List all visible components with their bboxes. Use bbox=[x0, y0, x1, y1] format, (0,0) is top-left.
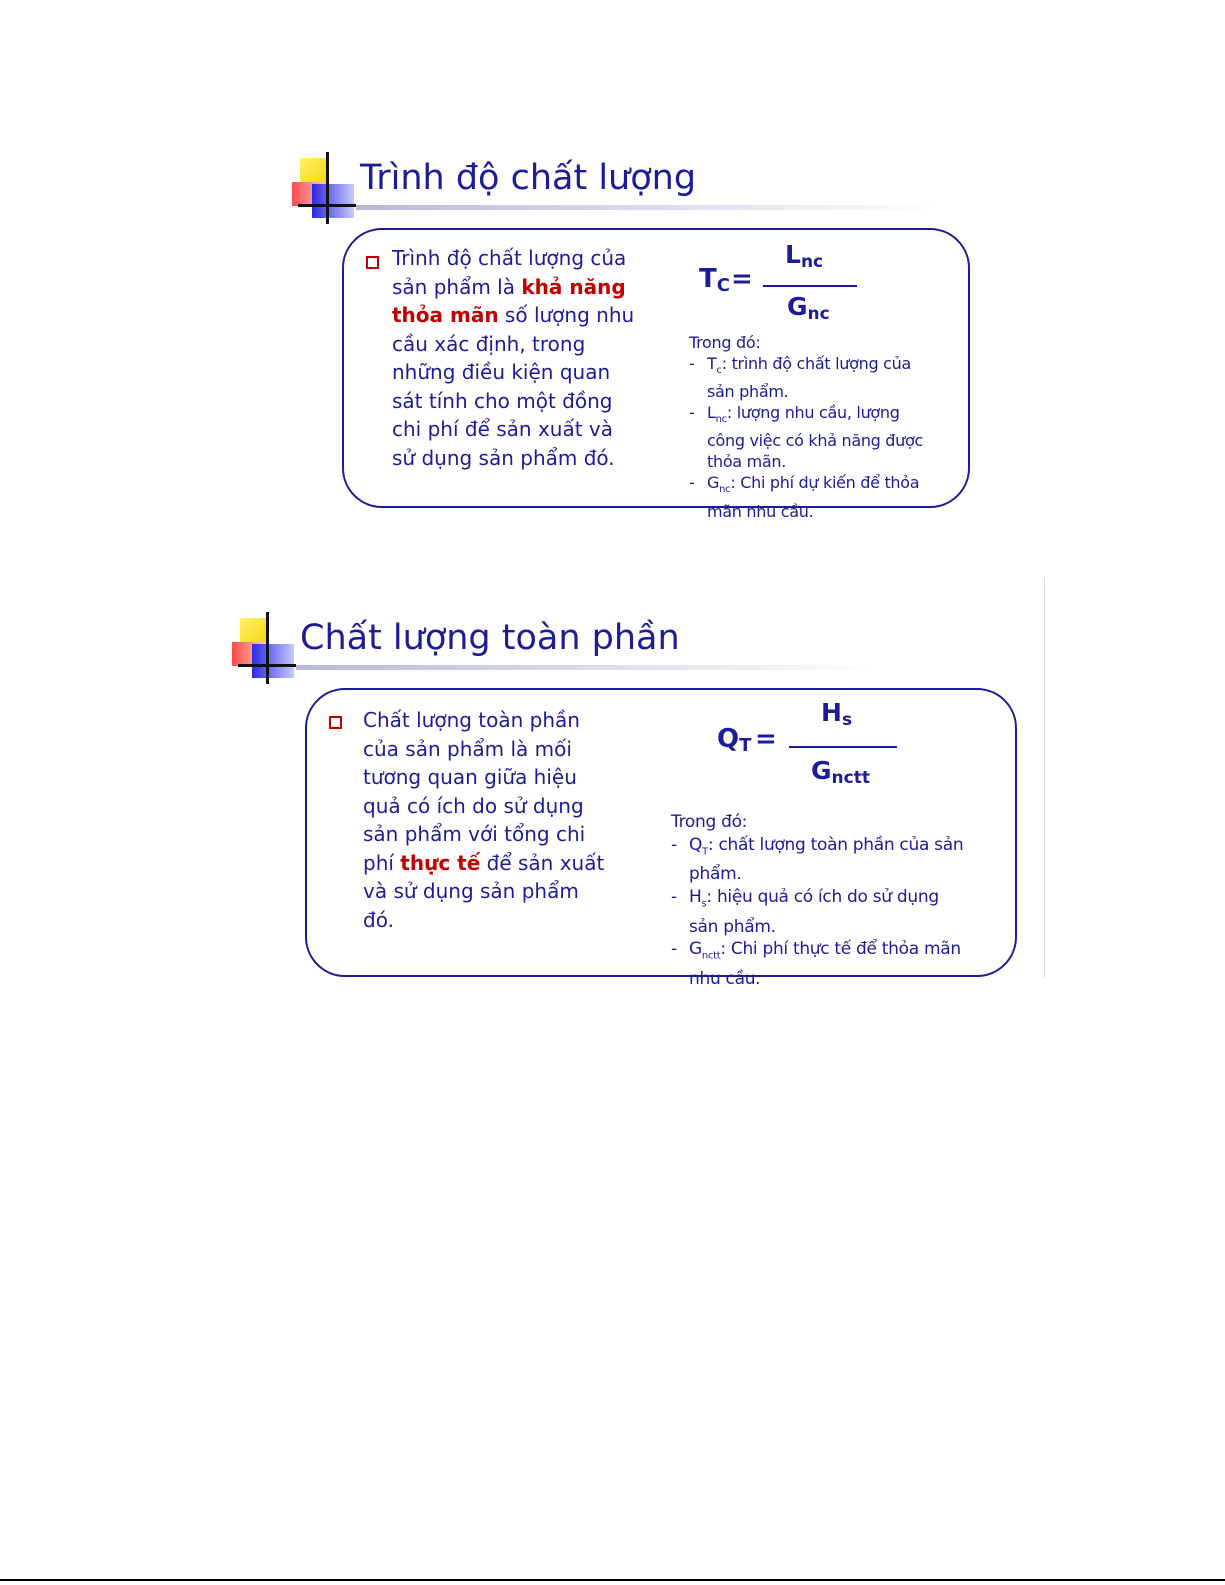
slide-title: Trình độ chất lượng bbox=[360, 158, 697, 198]
highlight-text: thực tế bbox=[400, 850, 481, 875]
note-item: - $G_{nc}$: Chi phí dự kiến để thỏa mãn nhu cầu. bbox=[689, 473, 920, 521]
title-underline bbox=[356, 205, 936, 210]
title-underline bbox=[296, 665, 876, 670]
formula-numerator: $L_{nc}$ bbox=[785, 240, 824, 272]
formula-notes bbox=[689, 332, 939, 522]
formula-denominator: $G_{nc}$ bbox=[787, 292, 830, 324]
content-box bbox=[342, 228, 970, 521]
bullet-text: Trình độ chất lượng của sản phẩm là khả năng thỏa mãn số lượng nhu cầu xác định, trong những điều kiện quan sát tính cho một đồng chi phí để sản xuất và sử dụng sản phẩm đó. bbox=[392, 246, 635, 470]
note-item: - $Q_T$: chất lượng toàn phần của sản phẩm. bbox=[671, 834, 964, 885]
notes-heading: Trong đó: bbox=[671, 812, 748, 832]
formula-qt: $Q_T$ = $H_s$ $G_{nctt}$ bbox=[717, 698, 917, 793]
slide-logo-icon bbox=[290, 150, 370, 225]
formula-denominator: $G_{nctt}$ bbox=[811, 756, 870, 788]
bullet-text: Chất lượng toàn phần của sản phẩm là mối tương quan giữa hiệu quả có ích do sử dụng sản phẩm với tổng chi phí thực tế để sản xuất và sử dụng sản phẩm đó. bbox=[363, 708, 605, 932]
page-bottom-rule bbox=[0, 1579, 1225, 1581]
square-bullet-icon bbox=[329, 716, 342, 729]
notes-heading: Trong đó: bbox=[689, 333, 761, 352]
note-item: - $G_{nctt}$: Chi phí thực tế để thỏa mãn nhu cầu. bbox=[671, 939, 961, 990]
content-box bbox=[305, 688, 1017, 990]
fraction-bar bbox=[763, 285, 857, 287]
note-item: - $H_s$: hiệu quả có ích do sử dụng sản phẩm. bbox=[671, 886, 939, 937]
slide-chat-luong-toan-phan bbox=[230, 610, 1030, 990]
highlight-text: khả năng thỏa mãn bbox=[392, 274, 626, 327]
note-item: - $T_c$: trình độ chất lượng của sản phẩm. bbox=[689, 354, 911, 402]
note-item: - $L_{nc}$: lượng nhu cầu, lượng công việc có khả năng được thỏa mãn. bbox=[689, 403, 923, 472]
formula-tc: $T_C$ = $L_{nc}$ $G_{nc}$ bbox=[699, 238, 879, 333]
formula-notes bbox=[671, 811, 971, 991]
slide-title: Chất lượng toàn phần bbox=[300, 618, 680, 658]
square-bullet-icon bbox=[366, 256, 379, 269]
slide-trinh-do-chat-luong bbox=[290, 150, 990, 520]
fraction-bar bbox=[789, 746, 897, 748]
slide-edge-divider bbox=[1044, 578, 1045, 978]
slide-logo-icon bbox=[230, 610, 310, 685]
formula-numerator: $H_s$ bbox=[821, 698, 853, 730]
